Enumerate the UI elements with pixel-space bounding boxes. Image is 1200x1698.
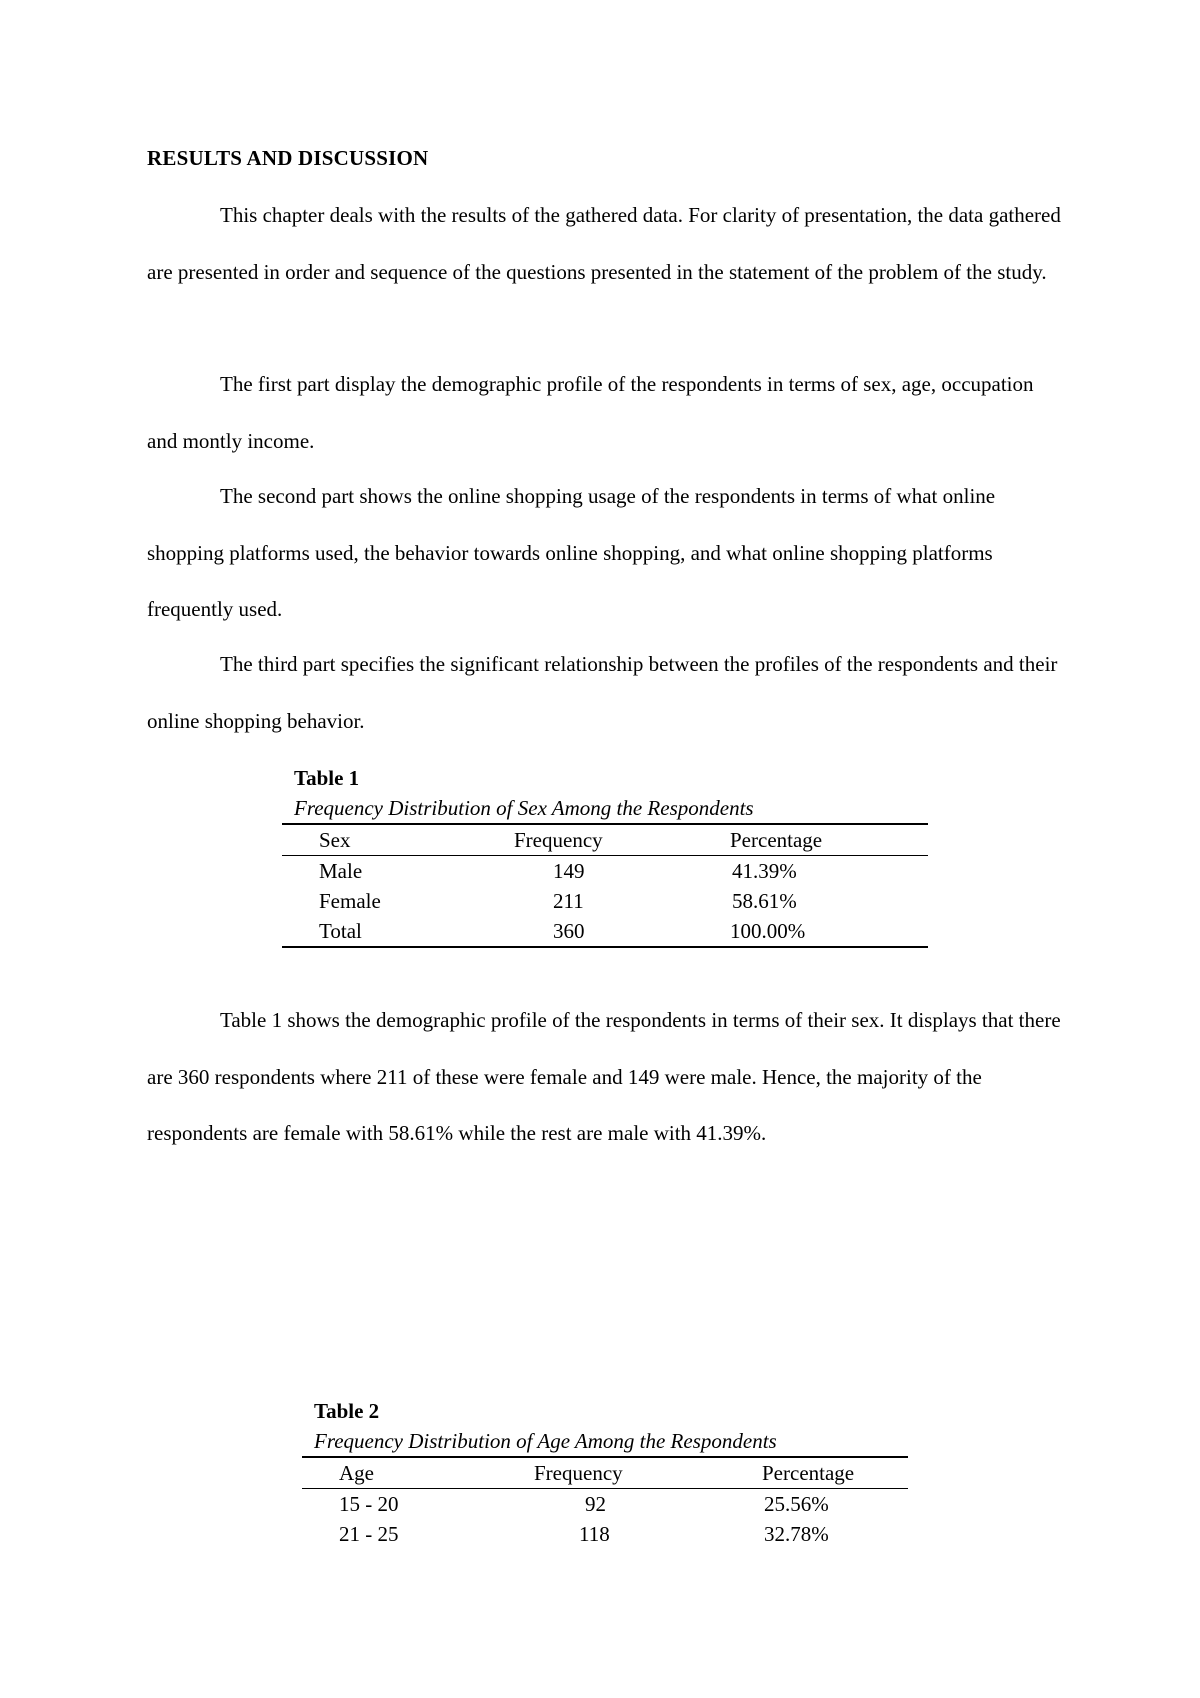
table-row	[302, 1489, 908, 1520]
table-1-header-frequency: Frequency	[514, 825, 730, 856]
table-cell: 92	[585, 1492, 606, 1516]
table-2-label: Table 2	[314, 1399, 380, 1423]
table-2-header-frequency: Frequency	[534, 1458, 762, 1489]
table-row	[282, 886, 928, 916]
table-1-grid	[282, 825, 928, 948]
table-1-caption: Frequency Distribution of Sex Among the Respondents	[282, 793, 928, 825]
paragraph-first-part: The first part display the demographic profile of the respondents in terms of sex, age, occupation and montly income.	[147, 372, 1034, 453]
table-cell: 32.78%	[764, 1522, 829, 1546]
table-cell: Total	[319, 919, 362, 943]
table-cell: 15 - 20	[339, 1492, 399, 1516]
table-cell: 58.61%	[732, 889, 797, 913]
table-cell: 118	[579, 1522, 610, 1546]
table-2-grid	[302, 1458, 908, 1549]
section-heading: RESULTS AND DISCUSSION	[147, 146, 429, 170]
table-2-caption: Frequency Distribution of Age Among the Respondents	[302, 1426, 908, 1458]
table-2	[302, 1396, 908, 1549]
table-row	[282, 856, 928, 887]
table-2-header-age: Age	[302, 1458, 534, 1489]
table-cell: 149	[553, 859, 585, 883]
paragraph-intro: This chapter deals with the results of the gathered data. For clarity of presentation, the data gathered are presented in order and sequence of the questions presented in the statement of the problem of the study.	[147, 203, 1061, 284]
paragraph-third-part: The third part specifies the significant relationship between the profiles of the respondents and their online shopping behavior.	[147, 652, 1058, 733]
paragraph-table-1-discussion: Table 1 shows the demographic profile of the respondents in terms of their sex. It displays that there are 360 respondents where 211 of these were female and 149 were male. Hence, the majority of the respondents are female with 58.61% while the rest are male with 41.39%.	[147, 1008, 1061, 1145]
table-1-header-row	[282, 825, 928, 856]
table-2-header-percentage: Percentage	[762, 1458, 908, 1489]
table-1-header-sex: Sex	[282, 825, 514, 856]
table-1	[282, 763, 928, 948]
table-cell: 41.39%	[732, 859, 797, 883]
table-cell: 211	[553, 889, 584, 913]
table-cell: 21 - 25	[339, 1522, 399, 1546]
table-row	[282, 916, 928, 947]
table-cell: Female	[319, 889, 381, 913]
table-1-label: Table 1	[294, 766, 360, 790]
table-2-header-row	[302, 1458, 908, 1489]
table-row	[302, 1519, 908, 1549]
paragraph-second-part: The second part shows the online shopping usage of the respondents in terms of what online shopping platforms used, the behavior towards online shopping, and what online shopping platforms frequently used.	[147, 484, 996, 621]
table-cell: Male	[319, 859, 363, 883]
table-cell: 25.56%	[764, 1492, 829, 1516]
table-cell: 100.00%	[730, 919, 806, 943]
table-1-header-percentage: Percentage	[730, 825, 928, 856]
table-cell: 360	[553, 919, 585, 943]
